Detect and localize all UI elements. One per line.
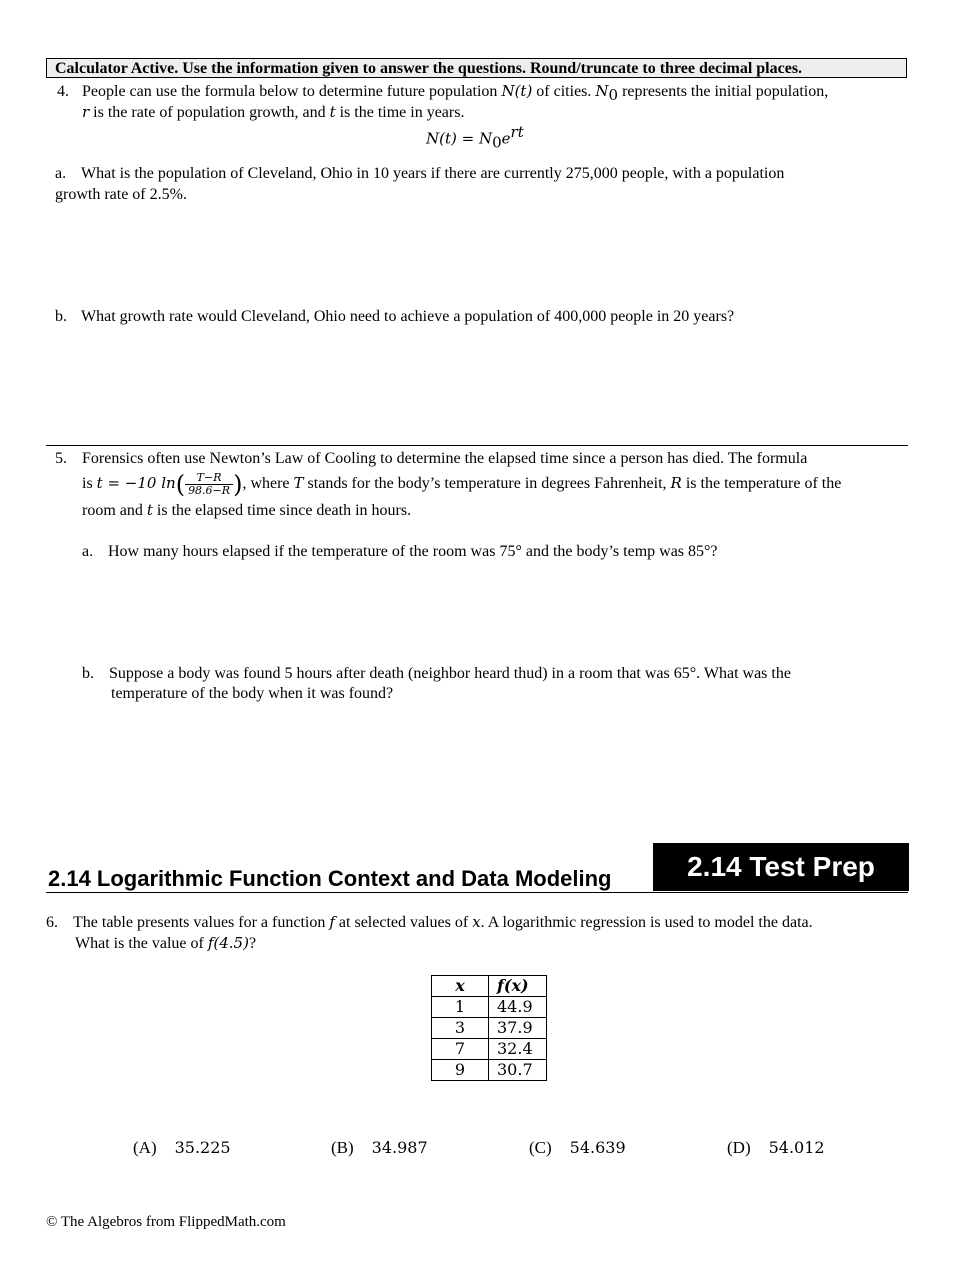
q4a-label: a. [55, 165, 67, 182]
table-row: 7 32.4 [432, 1039, 547, 1060]
table-row: 3 37.9 [432, 1018, 547, 1039]
q4b-text: What growth rate would Cleveland, Ohio need to achieve a population of 400,000 people in 20 years? [81, 308, 735, 325]
header-x: x [432, 976, 489, 997]
q5-line-3: room and t is the elapsed time since death in hours. [82, 501, 412, 519]
q4-formula: $N(t) = N_0e^{rt}$ [426, 123, 524, 152]
q6-number: 6. [46, 914, 58, 931]
q5a-label: a. [82, 543, 94, 560]
calculator-banner: Calculator Active. Use the information given to answer the questions. Round/truncate to three decimal places. [46, 58, 907, 78]
header-fx: f(x) [489, 976, 547, 997]
test-prep-badge: 2.14 Test Prep [653, 843, 909, 891]
q5-fraction: $\frac{T-R}{98.6-R}$ [185, 472, 233, 497]
q5b-text-1: Suppose a body was found 5 hours after death (neighbor heard thud) in a room that was 65°. What was the [109, 665, 791, 682]
q4-line-1: People can use the formula below to determine future population N(t) of cities. $N_0$ represents the initial population, [82, 82, 829, 105]
q4b-label: b. [55, 308, 67, 325]
table-header-row [432, 976, 547, 997]
q5-line-2: is t = −10 ln( $\frac{T-R}{98.6-R}$ ), where T stands for the body’s temperature in degrees Fahrenheit, R is the temperature of the [82, 470, 842, 499]
section-underline [46, 892, 908, 893]
q4a-text-2: growth rate of 2.5%. [55, 186, 187, 203]
footer-copyright: © The Algebros from FlippedMath.com [46, 1214, 286, 1230]
choice-d[interactable]: (D) 54.012 [727, 1138, 825, 1157]
q5-number: 5. [55, 450, 67, 467]
table-row: 1 44.9 [432, 997, 547, 1018]
q6-line-2: What is the value of f(4.5)? [75, 934, 257, 952]
q6-line-1: The table presents values for a function f at selected values of x. A logarithmic regression is used to model the data. [73, 913, 813, 931]
q5b-label: b. [82, 665, 94, 682]
q4a-text-1: What is the population of Cleveland, Ohio in 10 years if there are currently 275,000 people, with a population [81, 165, 785, 182]
q5a-text: How many hours elapsed if the temperature of the room was 75° and the body’s temp was 85°? [108, 543, 718, 560]
data-table [431, 975, 547, 1081]
q5-line-1: Forensics often use Newton’s Law of Cooling to determine the elapsed time since a person has died. The formula [82, 450, 808, 467]
q5b-text-2: temperature of the body when it was found? [111, 685, 394, 702]
choice-c[interactable]: (C) 54.639 [529, 1138, 626, 1157]
choice-b[interactable]: (B) 34.987 [331, 1138, 428, 1157]
q4-line-2: r is the rate of population growth, and t is the time in years. [82, 103, 465, 121]
choice-a[interactable]: (A) 35.225 [133, 1138, 231, 1157]
divider-line [46, 445, 908, 446]
q4-number: 4. [57, 83, 69, 100]
table-row: 9 30.7 [432, 1060, 547, 1081]
section-title: 2.14 Logarithmic Function Context and Data Modeling [48, 866, 612, 891]
